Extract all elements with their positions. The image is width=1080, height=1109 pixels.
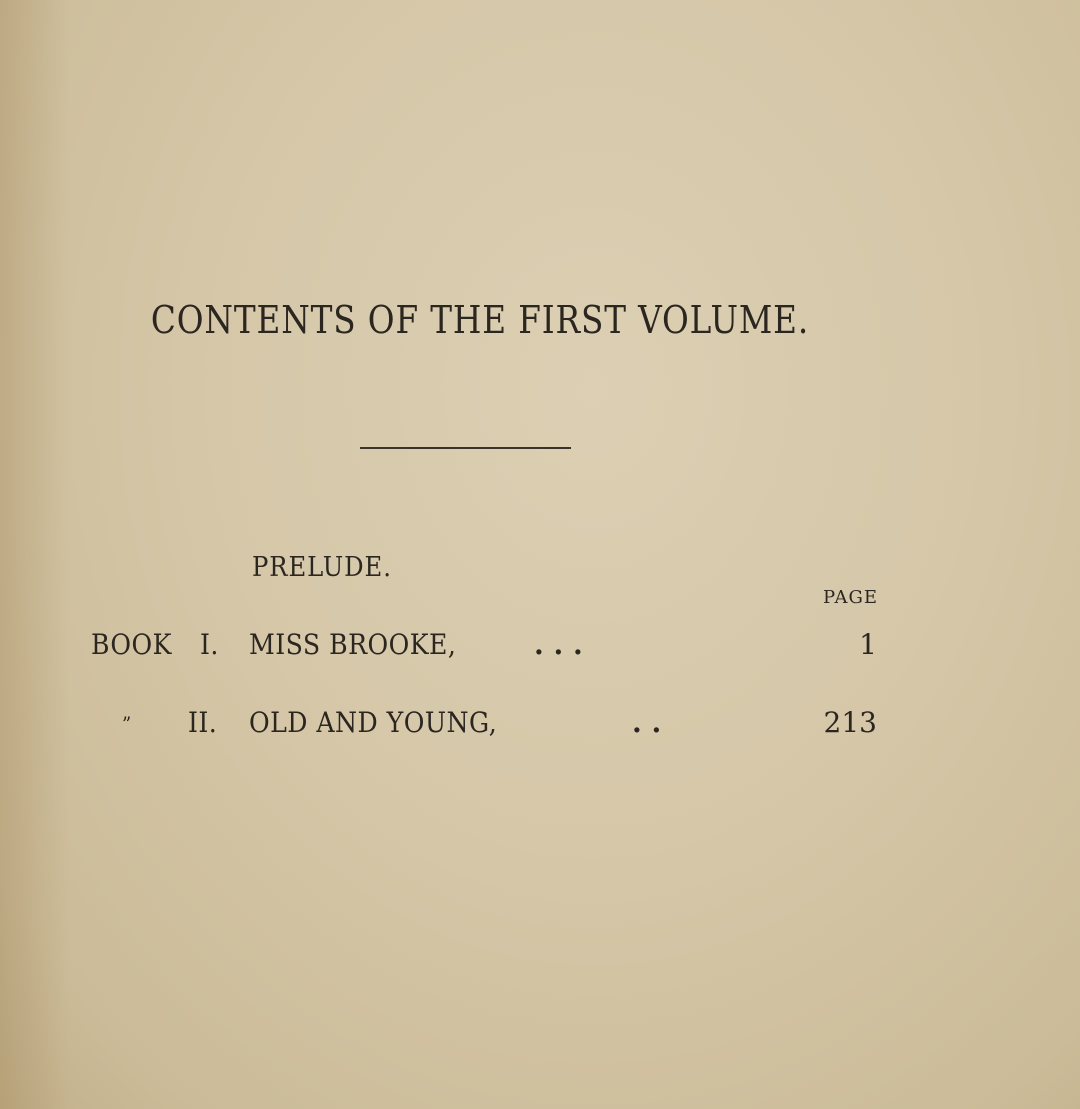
toc-entry-numeral: II. (188, 706, 218, 739)
page-title: CONTENTS OF THE FIRST VOLUME. (150, 298, 810, 342)
toc-entry-title: OLD AND YOUNG, (249, 706, 498, 739)
toc-entry (0, 628, 1080, 668)
toc-entry-title: MISS BROOKE, (249, 628, 457, 661)
toc-prelude: PRELUDE. (252, 552, 392, 583)
toc-entry-prefix: BOOK (91, 628, 172, 661)
toc-entry-prefix: ” (122, 712, 132, 736)
toc-entry-leader: . . . (534, 628, 583, 661)
toc-entry-page: 1 (859, 628, 877, 661)
title-rule (360, 447, 571, 449)
toc-entry-numeral: I. (200, 628, 219, 661)
toc-entry-page: 213 (823, 706, 877, 739)
page-column-header: PAGE (823, 587, 878, 608)
toc-entry-leader: . . (632, 706, 662, 739)
toc-entry (0, 706, 1080, 746)
